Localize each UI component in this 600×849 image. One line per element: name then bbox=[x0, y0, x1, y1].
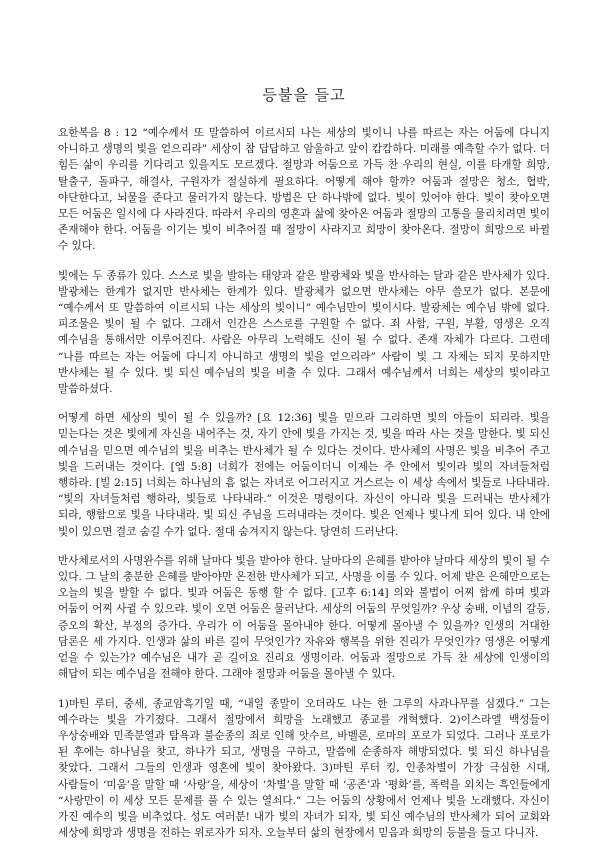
paragraph-3: 어떻게 하면 세상의 빛이 될 수 있을까? [요 12:36] 빛을 믿으라 그리하면 빛의 아들이 되리라. 빛을 믿는다는 것은 빛에게 자신을 내어주는 것, 자기 안에 빛을 가지는 것, 빛을 따라 사는 것을 말한다. 빛 되신 예수님을 믿으면 예수님의 빛을 비추는 반사체가 될 수 있다는 것이다. 반사체의 사명은 빛을 비추어 주고 빛을 드러내는 것이다. [엡 5:8] 너희가 전에는 어둠이더니 이제는 주 안에서 빛이라 빛의 자녀들처럼 행하라. [빌 2:15] 너희는 하나님의 흠 없는 자녀로 어그러지고 거스르는 이 세상 속에서 빛들로 나타내라. “빛의 자녀들처럼 행하라, 빛들로 나타내라.” 이것은 명령이다. 자신이 아니라 빛을 드러내는 반사체가 되라, 행함으로 빛을 나타내라. 빛 되신 주님을 드러내라는 것이다. 빛은 언제나 빛나게 되어 있다. 내 안에 빛이 있으면 결코 숨길 수가 없다. 절대 숨겨지지 않는다. 당연히 드러난다. bbox=[58, 412, 550, 538]
paragraph-5: 1)마틴 루터, 중세, 종교암흑기일 때, “내일 종말이 오더라도 나는 한 그루의 사과나무를 심겠다.” 그는 예수라는 빛을 가기졌다. 그래서 절망에서 희망을 노래했고 종교를 개혁했다. 2)이스라엘 백성들이 우상숭배와 민족분열과 탐욕과 불순종의 죄로 인해 앗수르, 바벨론, 로마의 포로가 되었다. 그러나 포로가 된 후에는 하나님을 찾고, 하나가 되고, 생명을 구하고, 말씀에 순종하자 해방되었다. 빛 되신 하나님을 찾았다. 그래서 그들의 인생과 영혼에 빛이 찾아왔다. 3)마틴 루터 킹, 인종차별이 가장 극심한 시대, 사람들이 ‘미움’을 말할 때 ‘사랑’을, 세상이 ‘차별’을 말할 때 ‘공존’과 ‘평화’를, 폭력을 외치는 흑인들에게 “사랑만이 이 세상 모든 문제를 풀 수 있는 열쇠다.” 그는 어둠의 상황에서 언제나 빛을 노래했다. 자신이 가진 예수의 빛을 비추었다. 성도 여러분! 내가 빛의 자녀가 되자, 빛 되신 예수님의 반사체가 되어 교회와 세상에 희망과 생명을 전하는 위로자가 되자. 오늘부터 삶의 현장에서 믿음과 희망의 등불을 들고 다니자. bbox=[58, 697, 550, 840]
paragraph-4: 반사체로서의 사명완수를 위해 날마다 빛을 받아야 한다. 날마다의 은혜를 받아야 날마다 세상의 빛이 될 수 있다. 그 날의 충분한 은혜를 받아야만 온전한 반사체가 되고, 사명을 이룰 수 있다. 어제 받은 은혜만으로는 오늘의 빛을 발할 수 없다. 빛과 어둠은 동행 할 수 없다. [고후 6:14] 의와 불법이 어찌 함께 하며 빛과 어둠이 어찌 사귈 수 있으랴. 빛이 오면 어둠은 물러난다. 세상의 어둠의 무엇일까? 우상 숭배, 이념의 갈등, 증오의 확산, 부정의 증가다. 우리가 이 어둠을 몰아내야 한다. 어떻게 몰아낼 수 있을까? 인생의 거대한 담론은 세 가지다. 인생과 삶의 바른 길이 무엇인가? 자유와 행복을 위한 진리가 무엇인가? 영생은 어떻게 얻을 수 있는가? 예수님은 내가 곧 길이요 진리요 생명이라. 어둠과 절망으로 가득 찬 세상에 인생이의 해답이 되는 예수님을 전해야 한다. 그래야 절망과 어둠을 몰아낼 수 있다. bbox=[58, 554, 550, 681]
paragraph-2: 빛에는 두 종류가 있다. 스스로 빛을 발하는 태양과 같은 발광체와 빛을 반사하는 달과 같은 반사체가 있다. 발광체는 한계가 없지만 반사체는 한계가 있다. 발광체가 없으면 반사체는 아무 쓸모가 없다. 본문에 “예수께서 또 말씀하여 이르시되 나는 세상의 빛이니” 예수님만이 빛이시다. 발광체는 예수님 밖에 없다. 피조물은 빛이 될 수 없다. 그래서 인간은 스스로를 구원할 수 없다. 죄 사함, 구원, 부활, 영생은 오직 예수님을 통해서만 이루어진다. 사람은 아무리 노력해도 신이 될 수 없다. 존재 자체가 다르다. 그런데 “나를 따르는 자는 어둠에 다니지 아니하고 생명의 빛을 얻으리라” 사람이 빛 그 자체는 되지 못하지만 반사체는 될 수 있다. 빛 되신 예수님의 빛을 비출 수 있다. 그래서 예수님께서 너희는 세상의 빛이라고 말씀하셨다. bbox=[58, 269, 550, 396]
page-title: 등불을 들고 bbox=[262, 86, 346, 104]
paragraph-1: 요한복음 8 : 12 “예수께서 또 말씀하여 이르시되 나는 세상의 빛이니 나를 따르는 자는 어둠에 다니지 아니하고 생명의 빛을 얻으리라” 세상이 참 답답하고 암울하고 앞이 캄캄하다. 미래를 예측할 수가 없다. 더 힘든 삶이 우리를 기다리고 있을지도 모르겠다. 절망과 어둠으로 가득 찬 우리의 현실, 이를 타개할 희망, 탈출구, 돌파구, 해결사, 구원자가 절실하게 필요하다. 어떻게 해야 할까? 어둠과 절망은 청소, 협박, 야단한다고, 뇌물을 준다고 물러가지 않는다. 방법은 단 하나밖에 없다. 빛이 있어야 한다. 빛이 찾아오면 모든 어둠은 일시에 다 사라진다. 따라서 우리의 영혼과 삶에 찾아온 어둠과 절망의 고통을 물리치려면 빛이 존재해야 한다. 어둠을 이기는 빛이 비추어질 때 절망이 사라지고 희망이 찾아온다. 절망이 희망으로 바뀔 수 있다. bbox=[58, 127, 550, 253]
